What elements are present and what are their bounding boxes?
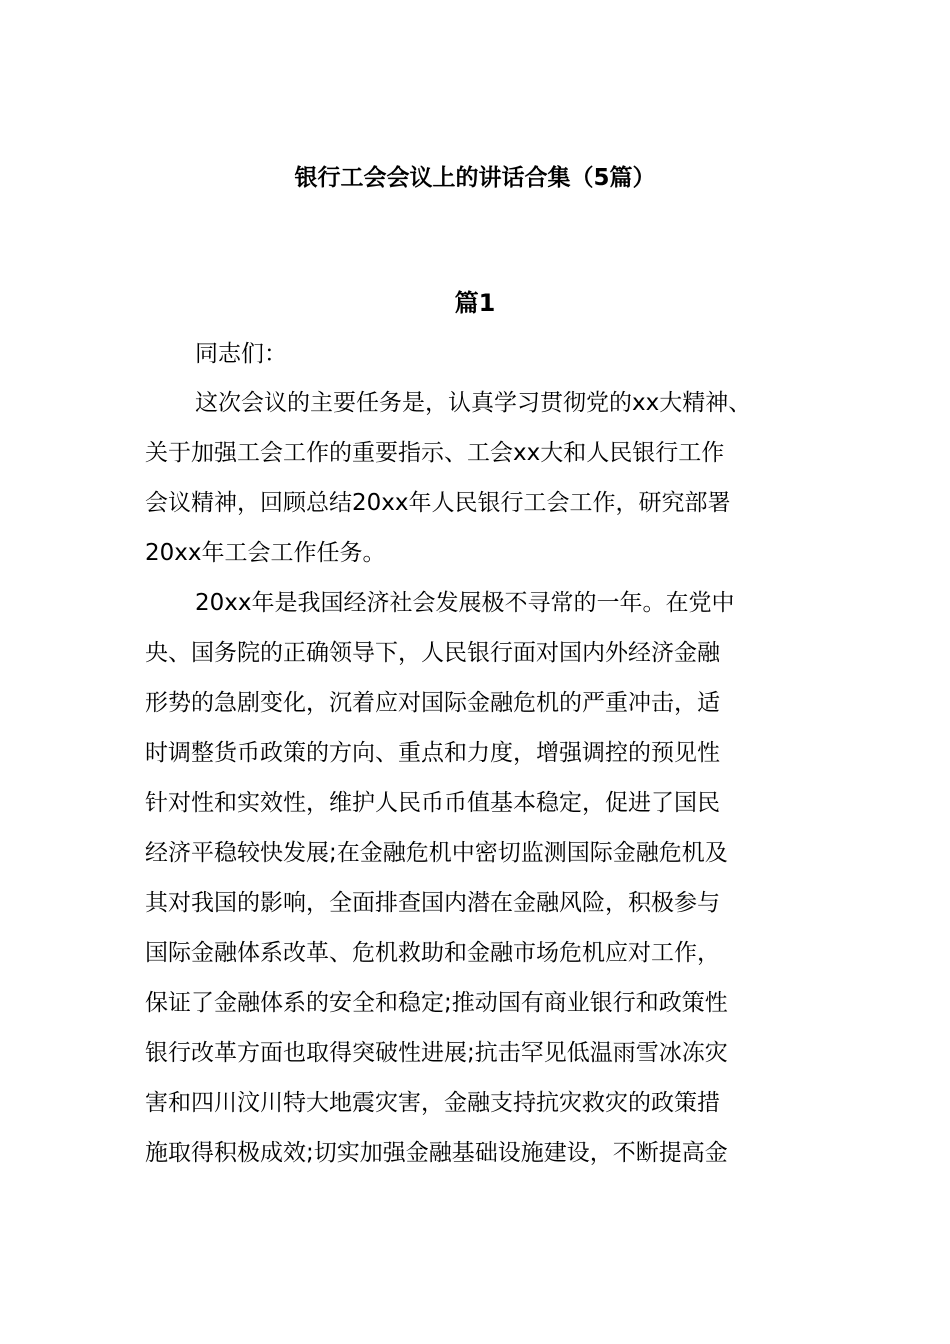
body-line: 针对性和实效性，维护人民币币值基本稳定，促进了国民 — [145, 790, 720, 816]
section-heading: 篇1 — [454, 289, 496, 317]
body-line: 这次会议的主要任务是，认真学习贯彻党的xx大精神、 — [195, 390, 752, 416]
body-line: 银行改革方面也取得突破性进展;抗击罕见低温雨雪冰冻灾 — [145, 1040, 728, 1066]
body-line: 关于加强工会工作的重要指示、工会xx大和人民银行工作 — [145, 440, 725, 466]
body-line: 施取得积极成效;切实加强金融基础设施建设，不断提高金 — [145, 1140, 728, 1166]
body-line: 形势的急剧变化，沉着应对国际金融危机的严重冲击，适 — [145, 690, 720, 716]
document-title: 银行工会会议上的讲话合集（5篇） — [294, 165, 656, 191]
body-line: 害和四川汶川特大地震灾害，金融支持抗灾救灾的政策措 — [145, 1090, 720, 1116]
body-line: 时调整货币政策的方向、重点和力度，增强调控的预见性 — [145, 740, 720, 766]
body-line: 20xx年是我国经济社会发展极不寻常的一年。在党中 — [195, 590, 735, 616]
body-line: 20xx年工会工作任务。 — [145, 540, 386, 566]
body-line: 其对我国的影响，全面排查国内潜在金融风险，积极参与 — [145, 890, 720, 916]
body-line: 经济平稳较快发展;在金融危机中密切监测国际金融危机及 — [145, 840, 728, 866]
body-line: 国际金融体系改革、危机救助和金融市场危机应对工作， — [145, 940, 720, 966]
salutation-line: 同志们： — [195, 341, 287, 367]
body-line: 会议精神，回顾总结20xx年人民银行工会工作，研究部署 — [145, 490, 731, 516]
body-line: 保证了金融体系的安全和稳定;推动国有商业银行和政策性 — [145, 990, 728, 1016]
body-line: 央、国务院的正确领导下，人民银行面对国内外经济金融 — [145, 640, 720, 666]
